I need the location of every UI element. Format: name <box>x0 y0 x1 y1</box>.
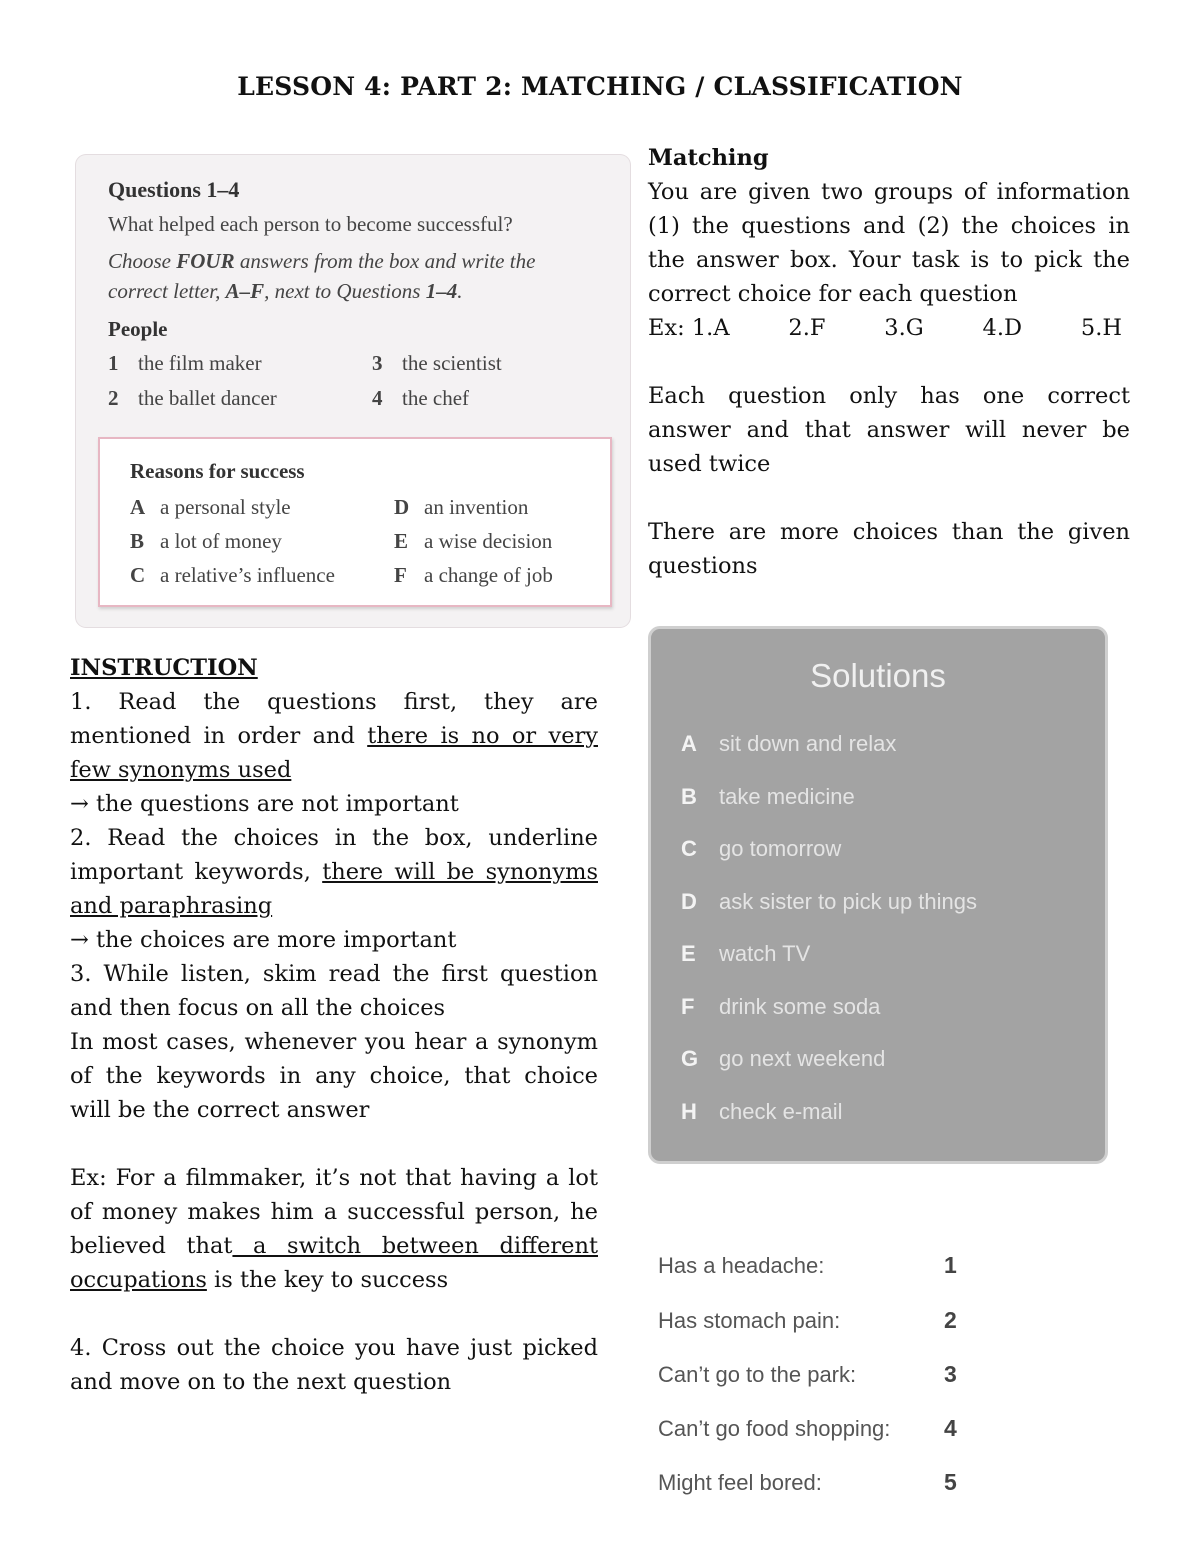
matching-rule-1: Each question only has one correct answer and that answer will never be used twice <box>648 383 1130 477</box>
solution-item: A sit down and relax <box>681 731 897 756</box>
solution-item: C go tomorrow <box>681 836 842 861</box>
solution-item: F drink some soda <box>681 994 881 1019</box>
symptom-number: 5 <box>944 1469 957 1495</box>
matching-rule-2: There are more choices than the given questions <box>648 519 1130 579</box>
people-item: 4 the chef <box>372 386 470 410</box>
reason-item: D an invention <box>394 495 529 519</box>
symptom-label: Might feel bored: <box>658 1470 822 1495</box>
solution-item: G go next weekend <box>681 1046 886 1071</box>
symptom-label: Can’t go to the park: <box>658 1362 857 1387</box>
example-answer: 2.F <box>788 315 826 341</box>
questions-instruction-line2: correct letter, A–F, next to Questions 1–4. <box>108 279 463 303</box>
questions-instruction-line1: Choose FOUR answers from the box and write the <box>108 249 536 273</box>
people-heading: People <box>108 317 168 341</box>
page-title: LESSON 4: PART 2: MATCHING / CLASSIFICATION <box>237 72 963 101</box>
matching-description: You are given two groups of information (1) the questions and (2) the choices in the answer box. Your task is to pick the correct choice for each question <box>648 179 1130 307</box>
reason-item: F a change of job <box>394 563 553 587</box>
people-item: 2 the ballet dancer <box>108 386 277 410</box>
example-answer: Ex: 1.A <box>648 315 730 341</box>
reasons-box <box>98 437 612 607</box>
symptom-label: Has stomach pain: <box>658 1308 841 1333</box>
solution-item: E watch TV <box>681 941 811 966</box>
instruction-step-4: 4. Cross out the choice you have just picked and move on to the next question <box>70 1335 598 1395</box>
instruction-step-3-detail: In most cases, whenever you hear a synonym of the keywords in any choice, that choice will be the correct answer <box>70 1029 598 1123</box>
instruction-step-3: 3. While listen, skim read the first question and then focus on all the choices <box>70 961 598 1021</box>
questions-box <box>76 155 630 627</box>
reason-item: C a relative’s influence <box>130 563 335 587</box>
people-item: 1 the film maker <box>108 351 262 375</box>
example-answer: 5.H <box>1080 315 1122 341</box>
instruction-step-1: 1. Read the questions first, they are mentioned in order and there is no or very few synonyms used <box>70 689 598 783</box>
instruction-step-1-note: → the questions are not important <box>70 791 459 817</box>
instruction-step-2: 2. Read the choices in the box, underline important keywords, there will be synonyms and paraphrasing <box>70 825 598 919</box>
solution-item: B take medicine <box>681 784 855 809</box>
reason-item: E a wise decision <box>394 529 553 553</box>
example-answer: 3.G <box>884 315 924 341</box>
symptom-number: 3 <box>944 1361 957 1387</box>
symptom-number: 1 <box>944 1252 957 1278</box>
matching-heading: Matching <box>648 145 769 171</box>
reason-item: A a personal style <box>130 495 291 519</box>
instruction-section <box>70 651 598 1399</box>
example-answer: 4.D <box>982 315 1023 341</box>
matching-section <box>648 141 1130 583</box>
questions-heading: Questions 1–4 <box>108 177 240 202</box>
solutions-box <box>648 626 1108 1164</box>
instruction-example: Ex: For a filmmaker, it’s not that having a lot of money makes him a successful person, he believed that a switch between different occupations is the key to success <box>70 1165 598 1293</box>
solution-item: H check e-mail <box>681 1099 843 1124</box>
instruction-heading: INSTRUCTION <box>70 655 258 681</box>
solutions-title: Solutions <box>810 657 946 694</box>
questions-prompt: What helped each person to become successful? <box>108 212 513 236</box>
symptom-number: 4 <box>944 1415 957 1441</box>
reason-item: B a lot of money <box>130 529 282 553</box>
instruction-step-2-note: → the choices are more important <box>70 927 457 953</box>
symptom-number: 2 <box>944 1307 957 1333</box>
reasons-heading: Reasons for success <box>130 459 305 483</box>
symptom-label: Has a headache: <box>658 1253 825 1278</box>
people-item: 3 the scientist <box>372 351 502 375</box>
symptom-label: Can’t go food shopping: <box>658 1416 891 1441</box>
solution-item: D ask sister to pick up things <box>681 889 978 914</box>
matching-example <box>648 311 1122 345</box>
